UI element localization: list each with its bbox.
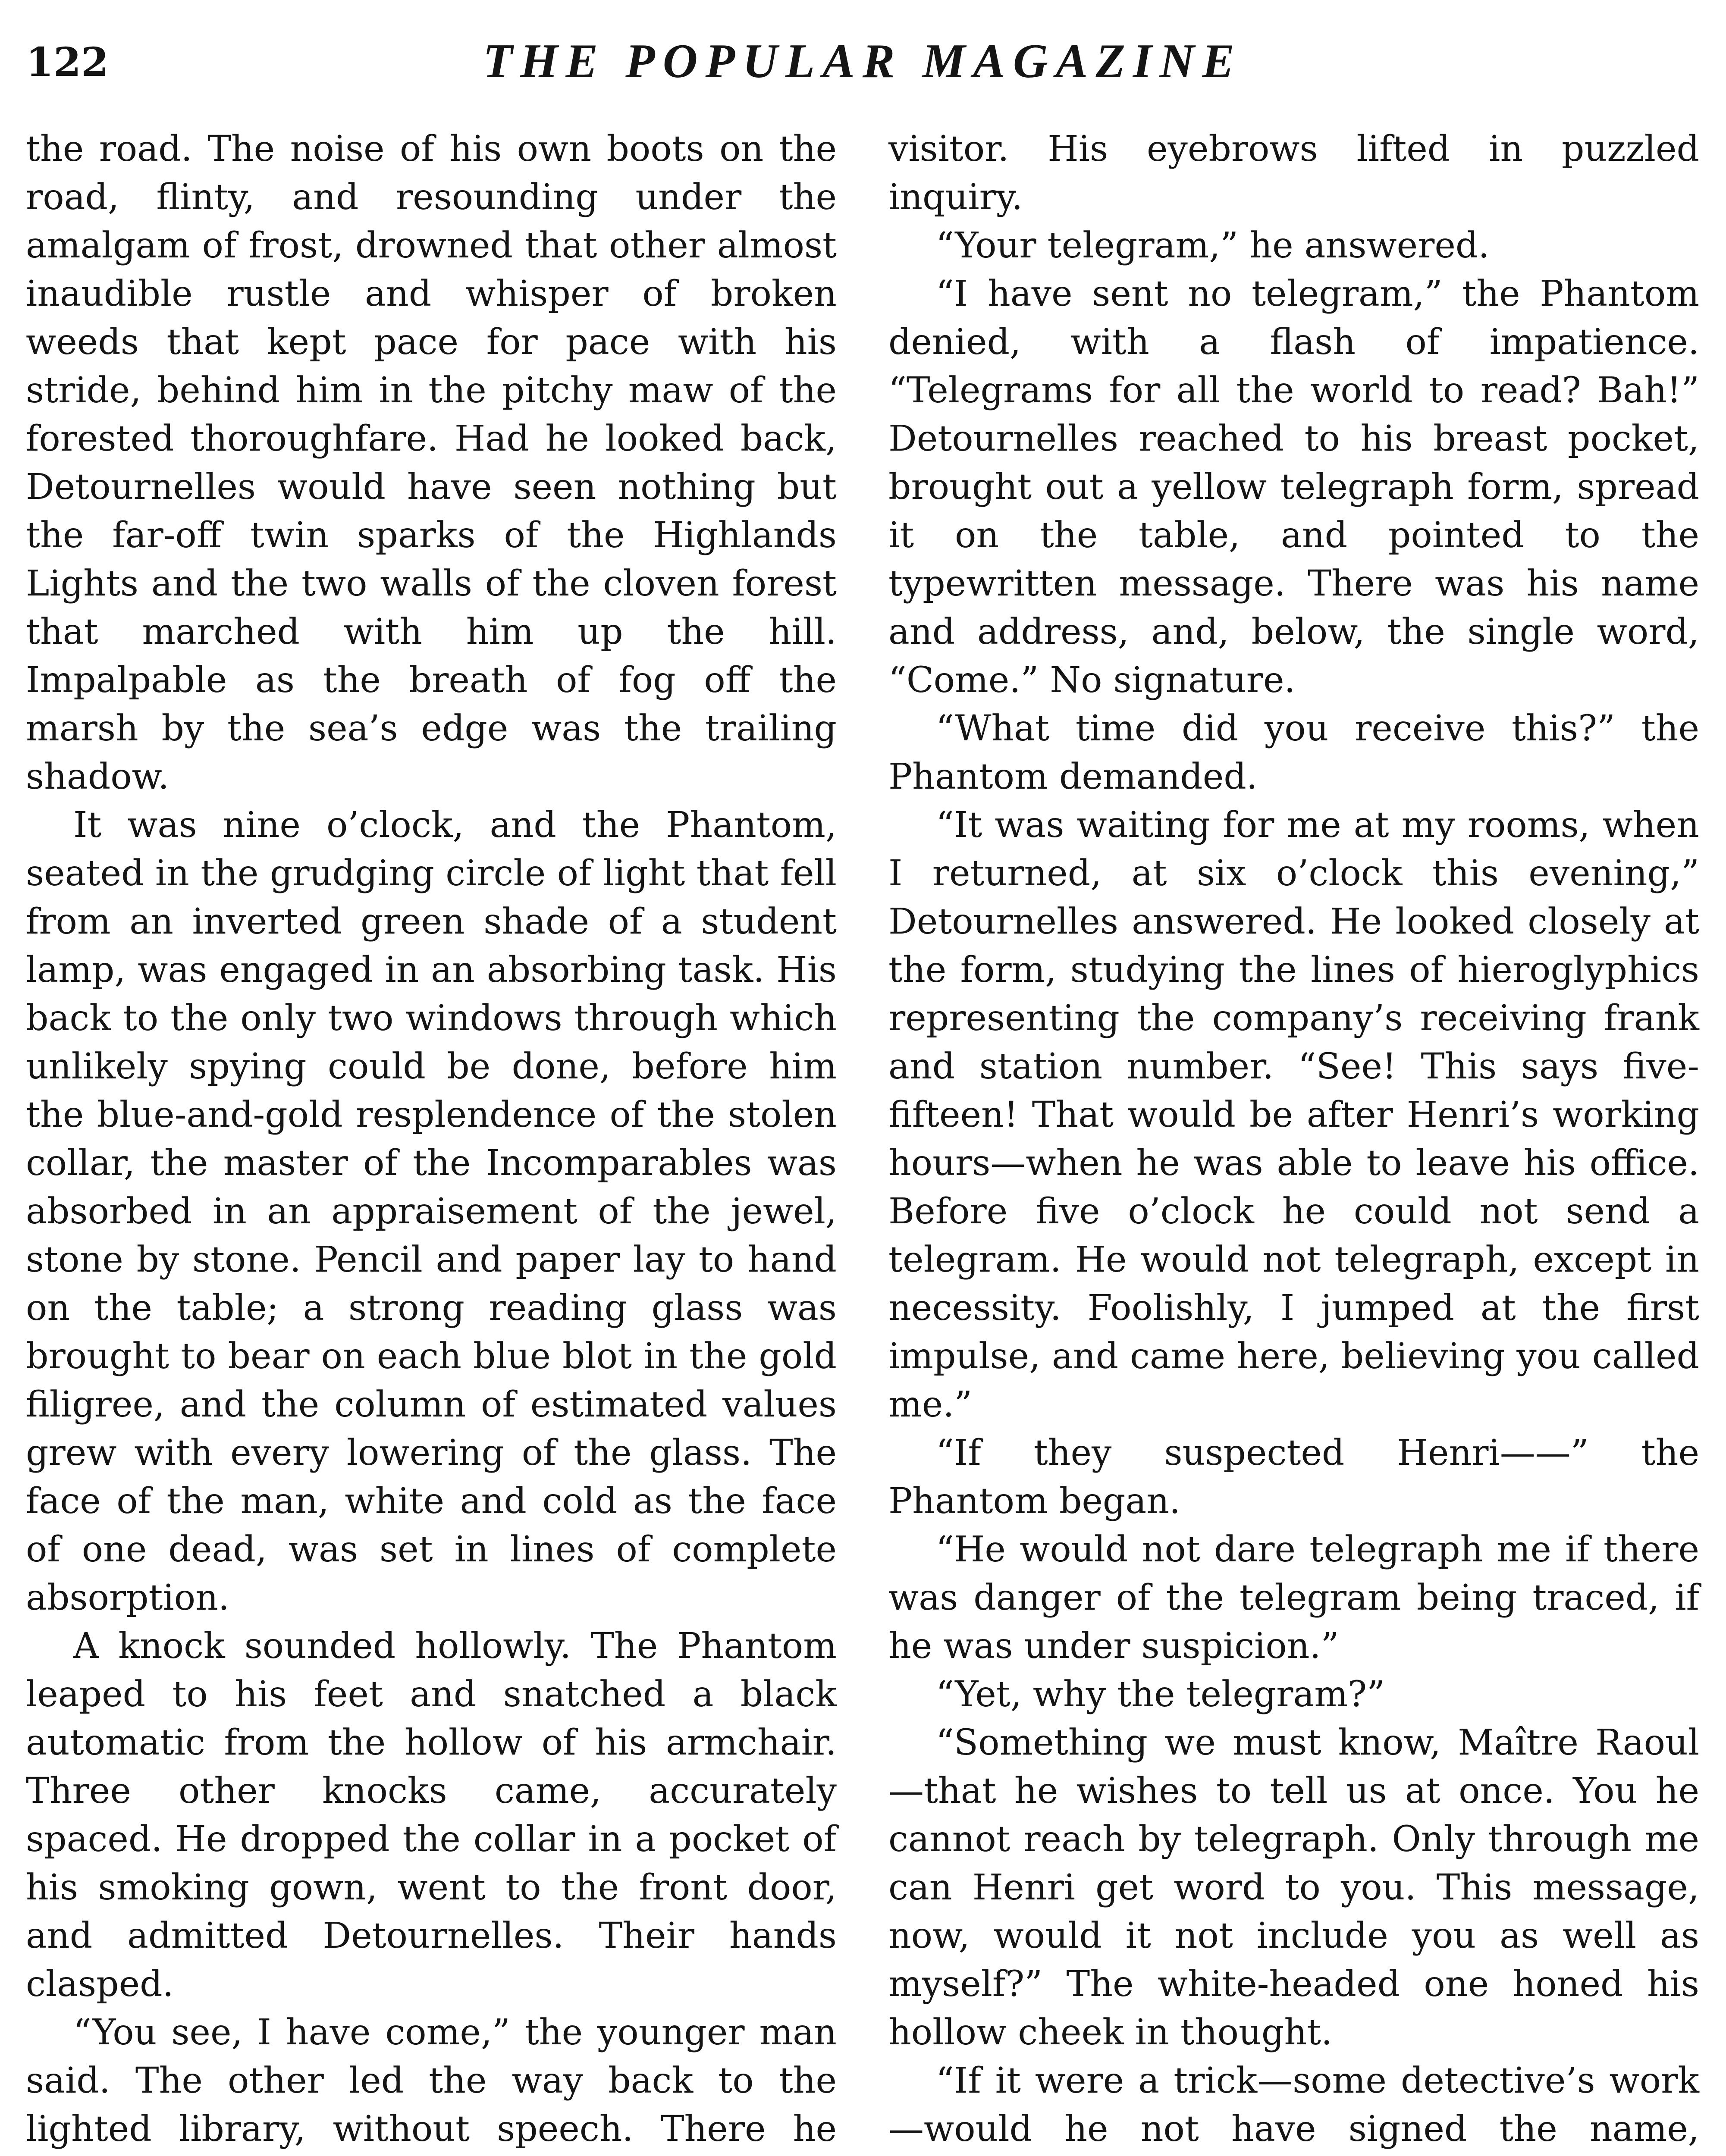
page-number: 122 [26,39,109,85]
paragraph: “It was waiting for me at my rooms, when I returned, at six o’clock this evening,” Detournelles answered. He looked closely at the form, studying the lines of hieroglyphics representing the company’s receiving frank and station number. “See! This says five-fifteen! That would be after Henri’s working hours—when he was able to leave his office. Before five o’clock he could not send a telegram. He would not telegraph, except in necessity. Foolishly, I jumped at the first impulse, and came here, believing you called me.” [888,805,1699,1425]
paragraph: the road. The noise of his own boots on the road, flinty, and resounding under the amalgam of frost, drowned that other almost inaudible rustle and whisper of broken weeds that kept pace for pace with his stride, behind him in the pitchy maw of the forested thoroughfare. Had he looked back, Detournelles would have seen nothing but the far-off twin sparks of the Highlands Lights and the two walls of the cloven forest that marched with him up the hill. Impalpable as the breath of fog off the marsh by the sea’s edge was the trailing shadow. [26,128,837,797]
paragraph: “You see, I have come,” the younger man said. The other led the way back to the lighted library, without speech. There he [26,2012,837,2150]
paragraph: “What time did you receive this?” the Phantom demanded. [888,708,1699,797]
paragraph: “Yet, why the telegram?” [936,1674,1385,1715]
paragraph: “He would not dare telegraph me if there was danger of the telegram being traced, if he was under suspicion.” [888,1529,1699,1667]
paragraph: visitor. His eyebrows lifted in puzzled inquiry. [888,128,1699,218]
paragraph: “Your telegram,” he answered. [936,225,1490,266]
left-text-column [26,125,837,2156]
paragraph: “If it were a trick—some detective’s work—would he not have signed the name, [888,2060,1699,2150]
paragraph: A knock sounded hollowly. The Phantom leaped to his feet and snatched a black automatic from the hollow of his armchair. Three other knocks came, accurately spaced. He dropped the collar in a pocket of his smoking gown, went to the front door, and admitted Detournelles. Their hands clasped. [26,1626,837,2005]
right-text-column [888,125,1699,2156]
page-header [26,30,1699,99]
paragraph: “Something we must know, Maître Raoul—that he wishes to tell us at once. You he cannot reach by telegraph. Only through me can Henri get word to you. This message, now, would it not include you as well as myself?” The white-headed one honed his hollow cheek in thought. [888,1722,1699,2053]
paragraph: “I have sent no telegram,” the Phantom denied, with a flash of impatience. “Telegrams for all the world to read? Bah!” Detournelles reached to his breast pocket, brought out a yellow telegraph form, spread it on the table, and pointed to the typewritten message. There was his name and address, and, below, the single word, “Come.” No signature. [888,273,1699,701]
magazine-title: THE POPULAR MAGAZINE [483,34,1243,88]
paragraph: “If they suspected Henri——” the Phantom began. [888,1432,1699,1522]
paragraph: It was nine o’clock, and the Phantom, seated in the grudging circle of light that fell from an inverted green shade of a student lamp, was engaged in an absorbing task. His back to the only two windows through which unlikely spying could be done, before him the blue-and-gold resplendence of the stolen collar, the master of the Incomparables was absorbed in an appraisement of the jewel, stone by stone. Pencil and paper lay to hand on the table; a strong reading glass was brought to bear on each blue blot in the gold filigree, and the column of estimated values grew with every lowering of the glass. The face of the man, white and cold as the face of one dead, was set in lines of complete absorption. [26,805,837,1618]
